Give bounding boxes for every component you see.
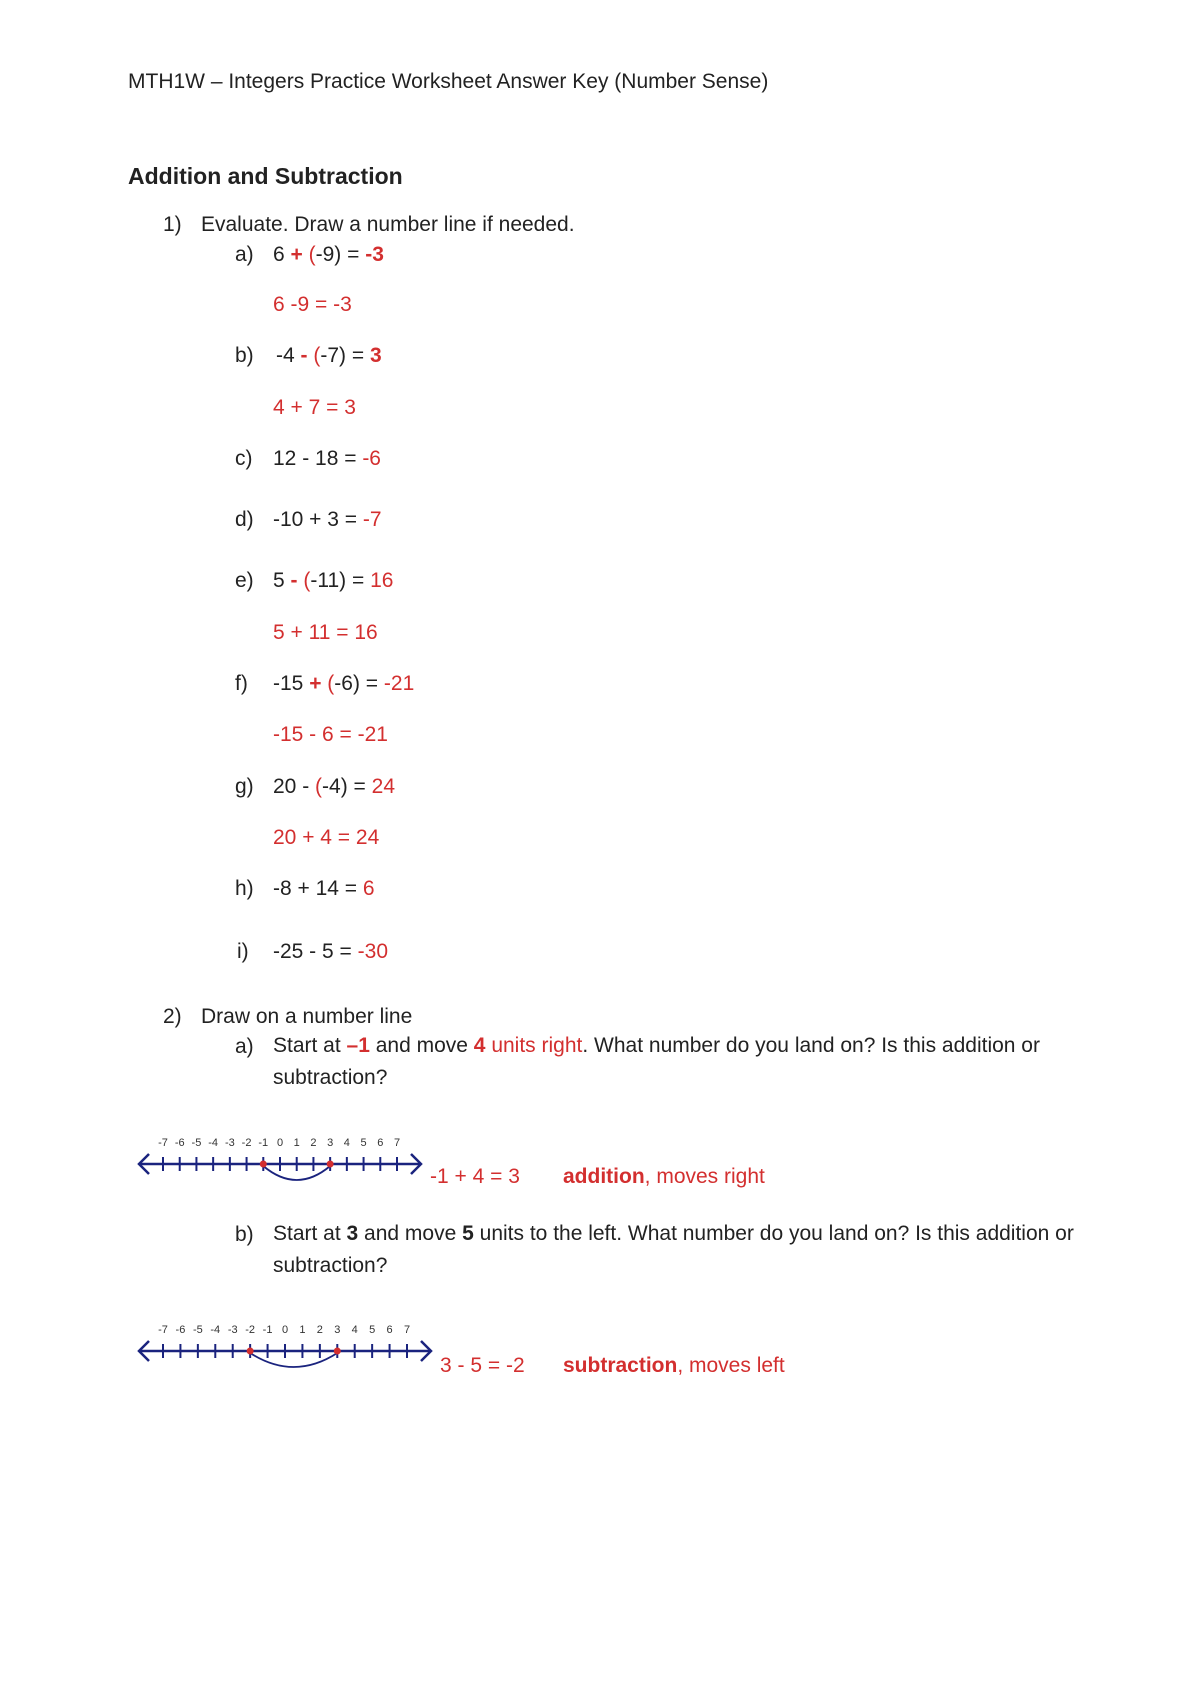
q1-d-answer: -7 bbox=[362, 508, 382, 531]
tick-label: -3 bbox=[227, 1324, 238, 1336]
q2-a-start: –1 bbox=[346, 1034, 370, 1057]
q2-a-answer bbox=[563, 1165, 765, 1189]
q1-h-answer: 6 bbox=[362, 877, 375, 900]
q2-b-answer-rest: , moves left bbox=[677, 1354, 785, 1377]
q1-d-letter: d) bbox=[235, 508, 254, 531]
q1-i-expression bbox=[273, 940, 388, 964]
tick-label: 4 bbox=[343, 1137, 350, 1149]
tick-label: -7 bbox=[158, 1137, 168, 1149]
q2-a-text2: and move bbox=[369, 1034, 474, 1057]
q2-a-answer-bold: addition bbox=[563, 1165, 645, 1188]
q1-e-op: - bbox=[290, 569, 298, 592]
q1-b-part1: -4 bbox=[276, 344, 301, 367]
q2-b-text1: Start at bbox=[273, 1222, 347, 1245]
q1-a-letter: a) bbox=[235, 243, 254, 266]
tick-label: 1 bbox=[293, 1137, 300, 1149]
q1-d-expression bbox=[273, 508, 382, 532]
tick-label: 0 bbox=[281, 1324, 289, 1336]
q2-b-units-num: 5 bbox=[462, 1222, 474, 1245]
q1-h-expression bbox=[273, 877, 375, 901]
q1-g-answer: 24 bbox=[371, 775, 395, 798]
q1-h-expr: -8 + 14 = bbox=[273, 877, 363, 900]
tick-label: -5 bbox=[191, 1137, 202, 1149]
q1-i-answer: -30 bbox=[357, 940, 388, 963]
q2-b-letter: b) bbox=[235, 1223, 254, 1246]
q1-b-work: 4 + 7 = 3 bbox=[273, 396, 356, 419]
tick-label: 5 bbox=[360, 1137, 367, 1149]
q1-g-work: 20 + 4 = 24 bbox=[273, 826, 380, 849]
tick-label: 6 bbox=[386, 1324, 393, 1336]
tick-label: -1 bbox=[258, 1137, 269, 1149]
q1-f-op: + bbox=[309, 672, 322, 695]
q1-f-expression bbox=[273, 672, 414, 696]
q2-b-text2: and move bbox=[358, 1222, 463, 1245]
tick-label: -4 bbox=[210, 1324, 221, 1336]
q1-f-part1: -15 bbox=[273, 672, 310, 695]
end-point bbox=[327, 1161, 334, 1168]
tick-label: -2 bbox=[245, 1324, 256, 1336]
tick-label: 3 bbox=[327, 1137, 334, 1149]
q1-g-part3: -4) = bbox=[322, 775, 372, 798]
q1-a-part1: 6 bbox=[273, 243, 291, 266]
q1-a-work: 6 -9 = -3 bbox=[273, 293, 352, 316]
q2-b-start: 3 bbox=[346, 1222, 359, 1245]
tick-label: 4 bbox=[351, 1324, 358, 1336]
tick-label: -3 bbox=[224, 1137, 235, 1149]
q1-a-answer: -3 bbox=[365, 243, 384, 266]
jump-arc bbox=[250, 1353, 337, 1367]
q1-a-expression bbox=[273, 243, 384, 267]
q2-b-question bbox=[273, 1218, 1093, 1282]
q1-c-answer: -6 bbox=[362, 447, 381, 470]
q1-a-op: + bbox=[290, 243, 303, 266]
q2-a-equation: -1 + 4 = 3 bbox=[430, 1165, 520, 1188]
q2-b-equation: 3 - 5 = -2 bbox=[440, 1354, 525, 1377]
q1-b-part2: ( bbox=[307, 344, 321, 367]
q1-e-part3: -11) = bbox=[310, 569, 371, 592]
q1-e-answer: 16 bbox=[370, 569, 394, 592]
q1-c-expr: 12 - 18 = bbox=[273, 447, 363, 470]
q1-f-part3: -6) = bbox=[334, 672, 384, 695]
q1-e-expression bbox=[273, 569, 393, 593]
tick-label: 7 bbox=[393, 1137, 401, 1149]
start-point bbox=[334, 1348, 341, 1355]
q1-e-letter: e) bbox=[235, 569, 254, 592]
q2-a-answer-rest: , moves right bbox=[644, 1165, 765, 1188]
tick-label: -6 bbox=[175, 1324, 186, 1336]
numberline-b bbox=[135, 1315, 435, 1377]
q1-g-letter: g) bbox=[235, 775, 254, 798]
tick-label: 6 bbox=[377, 1137, 384, 1149]
q1-b-expression bbox=[276, 344, 382, 368]
tick-label: 0 bbox=[276, 1137, 284, 1149]
q1-a-part2: ( bbox=[302, 243, 316, 266]
q1-a-part3: -9) = bbox=[315, 243, 366, 266]
q1-f-part2: ( bbox=[321, 672, 335, 695]
start-point bbox=[260, 1161, 267, 1168]
numberline-a bbox=[135, 1128, 425, 1188]
tick-label: 5 bbox=[369, 1324, 376, 1336]
q1-d-expr: -10 + 3 = bbox=[273, 508, 363, 531]
q2-prompt: Draw on a number line bbox=[201, 1005, 413, 1028]
q1-b-letter: b) bbox=[235, 344, 254, 367]
tick-label: 3 bbox=[334, 1324, 341, 1336]
q1-prompt: Evaluate. Draw a number line if needed. bbox=[201, 213, 575, 236]
q1-e-part1: 5 bbox=[273, 569, 291, 592]
q1-f-letter: f) bbox=[235, 672, 248, 695]
q2-a-units-text: units right bbox=[485, 1034, 583, 1057]
tick-label: 1 bbox=[299, 1324, 306, 1336]
page-header: MTH1W – Integers Practice Worksheet Answer Key (Number Sense) bbox=[128, 70, 769, 93]
q2-a-question bbox=[273, 1030, 1073, 1094]
tick-label: -2 bbox=[241, 1137, 252, 1149]
tick-label: -5 bbox=[192, 1324, 203, 1336]
q1-c-expression bbox=[273, 447, 381, 471]
q1-f-answer: -21 bbox=[383, 672, 415, 695]
q2-b-answer bbox=[563, 1354, 785, 1378]
q2-number: 2) bbox=[163, 1005, 182, 1028]
q2-a-text3: . What number do you land on? Is this addition or subtraction? bbox=[273, 1034, 1040, 1089]
tick-label: 2 bbox=[316, 1324, 323, 1336]
q1-f-work: -15 - 6 = -21 bbox=[273, 723, 388, 746]
q2-a-text1: Start at bbox=[273, 1034, 347, 1057]
q1-g-op: ( bbox=[315, 775, 323, 798]
tick-label: -6 bbox=[174, 1137, 185, 1149]
q1-b-answer: 3 bbox=[369, 344, 382, 367]
end-point bbox=[247, 1348, 254, 1355]
q1-b-op: - bbox=[300, 344, 308, 367]
tick-label: 2 bbox=[310, 1137, 317, 1149]
tick-label: -7 bbox=[158, 1324, 168, 1336]
tick-label: 7 bbox=[403, 1324, 411, 1336]
q2-a-units-num: 4 bbox=[473, 1034, 486, 1057]
section-title: Addition and Subtraction bbox=[128, 163, 403, 189]
q1-i-expr: -25 - 5 = bbox=[273, 940, 358, 963]
q1-number: 1) bbox=[163, 213, 182, 236]
q2-b-answer-bold: subtraction bbox=[563, 1354, 678, 1377]
q1-h-letter: h) bbox=[235, 877, 254, 900]
q1-e-work: 5 + 11 = 16 bbox=[273, 621, 378, 644]
tick-label: -1 bbox=[262, 1324, 273, 1336]
q2-b-text3: units to the left. What number do you land on? Is this addition or subtraction? bbox=[273, 1222, 1074, 1277]
q1-c-letter: c) bbox=[235, 447, 253, 470]
q2-a-letter: a) bbox=[235, 1035, 254, 1058]
q1-e-part2: ( bbox=[297, 569, 311, 592]
q1-g-expression bbox=[273, 775, 395, 799]
q1-g-part1: 20 - bbox=[273, 775, 316, 798]
q1-b-part3: -7) = bbox=[320, 344, 370, 367]
q1-i-letter: i) bbox=[237, 940, 249, 963]
tick-label: -4 bbox=[208, 1137, 219, 1149]
